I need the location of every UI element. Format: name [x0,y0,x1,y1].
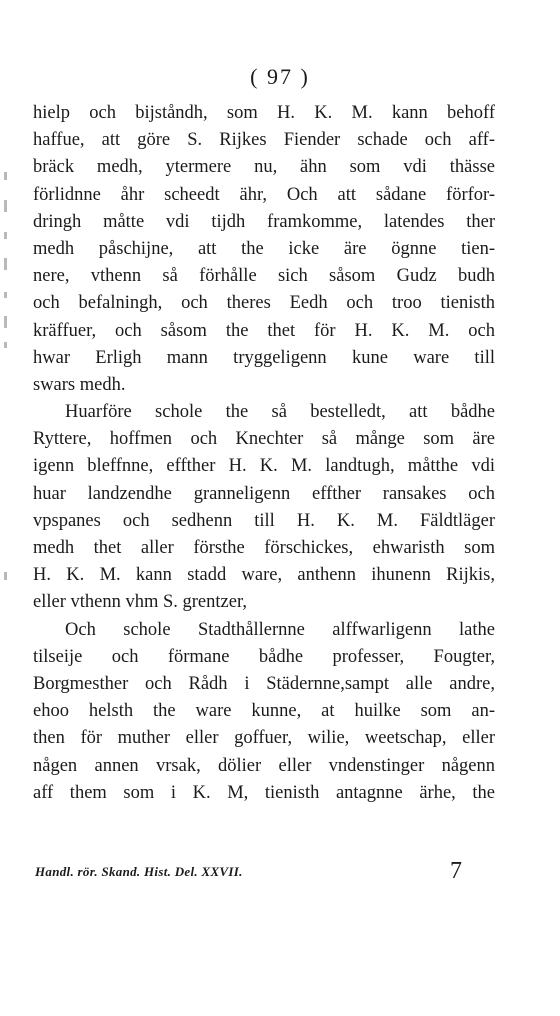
margin-mark [4,200,7,212]
page-footer [35,860,462,888]
text-line: eller vthenn vhm S. grentzer, [33,592,247,613]
text-line: huar landzendhe granneligenn effther ransakes och [33,483,495,504]
page-number: ( 97 ) [250,64,310,89]
margin-mark [4,292,7,298]
text-line: igenn bleffnne, effther H. K. M. landtugh, måtthe vdi [33,456,495,477]
margin-mark [4,316,7,328]
text-line: medh thet aller försthe förschickes, ehwaristh som [33,538,495,558]
footer-note: Handl. rör. Skand. Hist. Del. XXVII. [35,864,243,879]
margin-mark [4,572,7,580]
text-line: Ryttere, hoffmen och Knechter så månge som äre [33,429,495,450]
text-line: then för muther eller goffuer, wilie, weetschap, eller [33,728,495,749]
text-line: Huarföre schole the så bestelledt, att bådhe [65,402,495,423]
text-line: kräffuer, och såsom the thet för H. K. M. och [33,320,495,341]
text-line: bräck medh, ytermere nu, ähn som vdi thässe [33,157,495,178]
binding-margin [0,0,14,1016]
text-line: tilseije och förmane bådhe professer, Fougter, [33,646,495,667]
body-text [33,100,495,807]
text-line: Och schole Stadthållernne alffwarligenn lathe [65,619,495,640]
margin-mark [4,232,7,239]
text-line: ehoo helsth the ware kunne, at huilke som an- [33,701,495,722]
text-line: någen annen vrsak, dölier eller vndenstinger någenn [33,755,495,776]
text-line: haffue, att göre S. Rijkes Fiender schade och aff- [33,130,495,151]
margin-mark [4,258,7,270]
text-line: swars medh. [33,374,126,395]
signature-mark: 7 [450,858,462,884]
text-line: förlidnne åhr scheedt ähr, Och att sådane förfor- [33,184,495,205]
margin-mark [4,172,7,180]
text-line: hwar Erligh mann tryggeligenn kune ware till [33,347,495,368]
text-line: medh påschijne, att the icke äre ögnne tien- [33,238,495,259]
text-line: nere, vthenn så förhålle sich såsom Gudz budh [33,266,495,287]
text-line: hielp och bijståndh, som H. K. M. kann behoff [33,103,495,123]
text-line: Borgmesther och Rådh i Städernne,sampt alle andre, [33,673,495,694]
margin-mark [4,342,7,348]
text-line: och befalningh, och theres Eedh och troo tienisth [33,293,495,314]
text-line: H. K. M. kann stadd ware, anthenn ihunenn Rijkis, [33,565,495,586]
text-line: dringh måtte vdi tijdh framkomme, latendes ther [33,211,495,232]
text-line: vpspanes och sedhenn till H. K. M. Fäldtläger [33,510,495,531]
text-line: aff them som i K. M, tienisth antagnne ärhe, the [33,782,495,803]
